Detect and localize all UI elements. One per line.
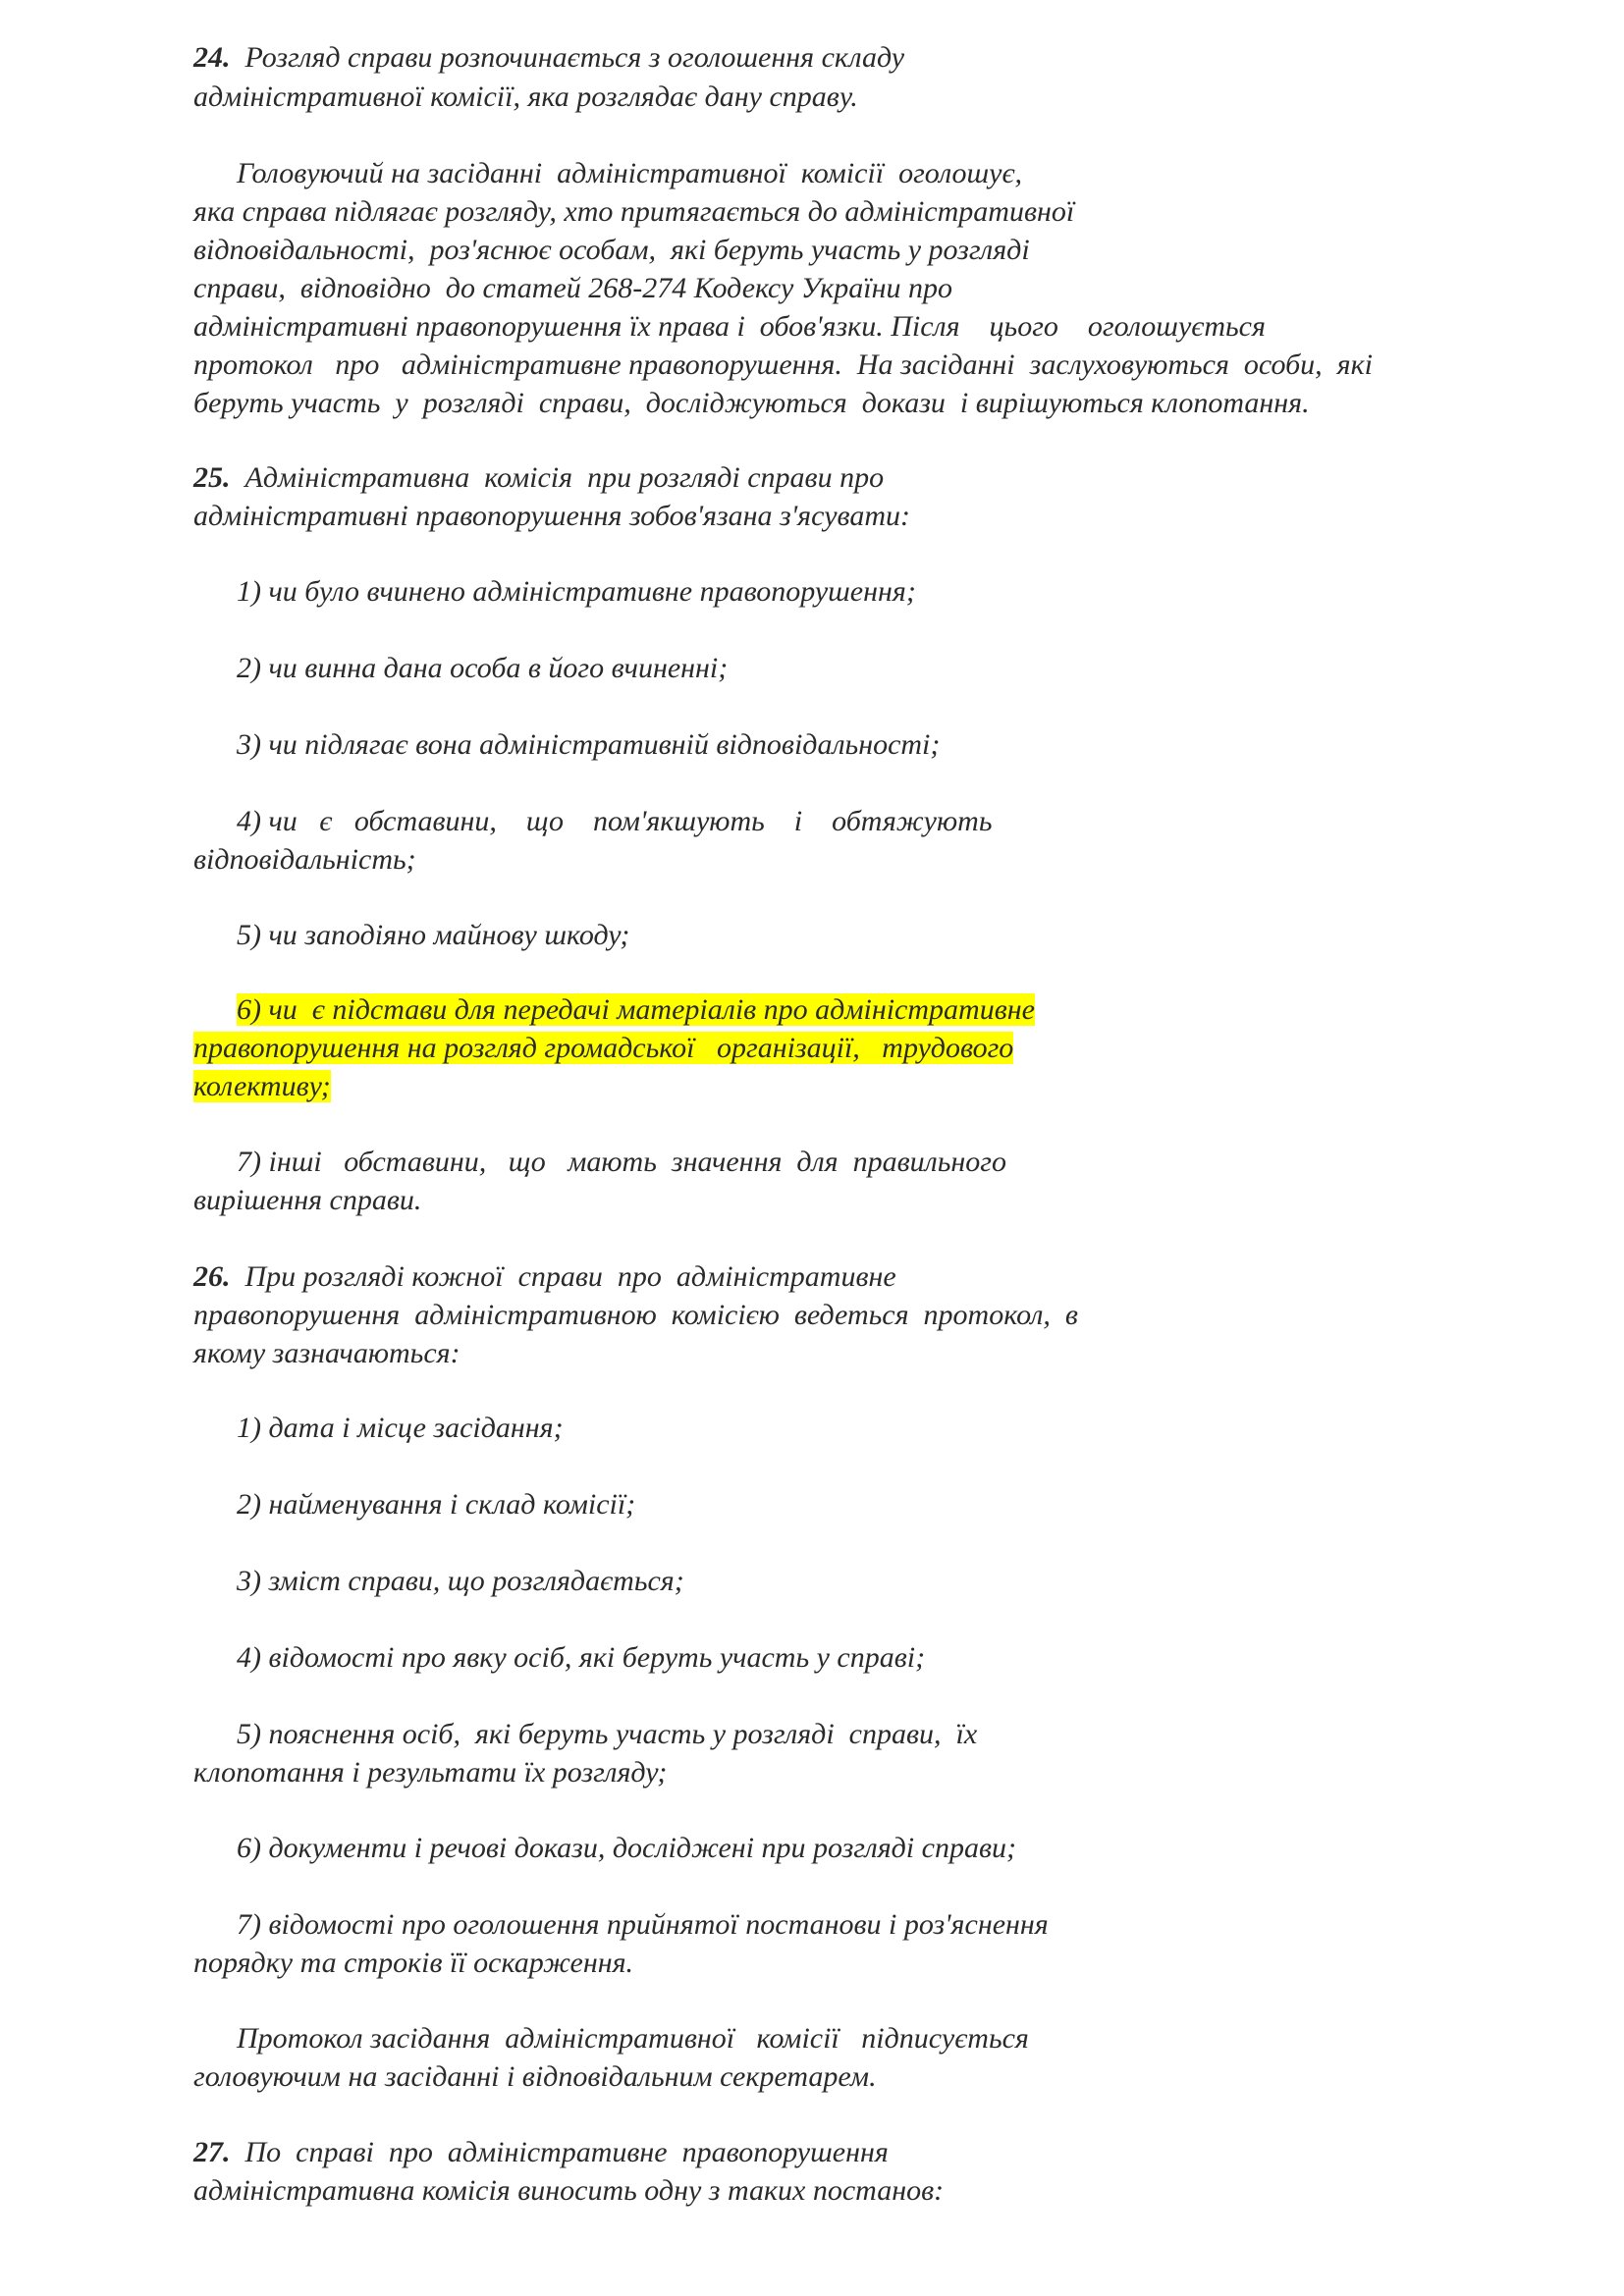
paragraph-line: протокол про адміністративне правопорушення. На засіданні заслуховуються особи, які [193,348,1373,381]
highlighted-text: правопорушення на розгляд громадської організації, трудового [193,1032,1014,1064]
highlighted-list-item [237,991,1035,1029]
list-item: 5) чи заподіяно майнову шкоду; [237,919,630,951]
paragraph-line: адміністративні правопорушення їх права і обов'язки. Після цього оголошується [193,310,1266,343]
list-item: 1) дата і місце засідання; [237,1412,564,1444]
paragraph-line: Протокол засідання адміністративної комісії підписується [237,2022,1029,2055]
list-item: 7) відомості про оголошення прийнятої постанови і роз'яснення [237,1908,1049,1941]
paragraph-line: яка справа підлягає розгляду, хто притягається до адміністративної [193,195,1075,228]
section-27-line-1 [193,2134,889,2171]
list-item-continuation: клопотання і результати їх розгляду; [193,1756,668,1789]
list-item: 4) відомості про явку осіб, які беруть участь у справі; [237,1641,926,1674]
section-number: 27. [193,2136,231,2168]
list-item: 2) чи винна дана особа в його вчиненні; [237,652,729,684]
paragraph-line: відповідальності, роз'яснює особам, які беруть участь у розгляді [193,234,1030,266]
section-number: 26. [193,1260,231,1293]
list-item: 1) чи було вчинено адміністративне правопорушення; [237,575,916,608]
section-number: 24. [193,41,231,74]
list-item-continuation: порядку та строків її оскарження. [193,1947,634,1979]
list-item: 6) документи і речові докази, досліджені при розгляді справи; [237,1832,1016,1864]
list-item: 5) пояснення осіб, які беруть участь у розгляді справи, їх [237,1718,978,1750]
highlighted-text: колективу; [193,1070,331,1102]
section-26-line-3: якому зазначаються: [193,1337,460,1369]
list-item-continuation: відповідальність; [193,843,416,876]
highlighted-text: 6) чи є підстави для передачі матеріалів про адміністративне [237,993,1035,1026]
list-item-continuation: вирішення справи. [193,1184,422,1216]
section-24-line-1 [193,39,904,77]
section-27-line-2: адміністративна комісія виносить одну з таких постанов: [193,2174,945,2207]
paragraph-line: Головуючий на засіданні адміністративної комісії оголошує, [237,157,1023,189]
list-item: 3) зміст справи, що розглядається; [237,1565,684,1597]
section-24-line-2: адміністративної комісії, яка розглядає дану справу. [193,80,858,113]
paragraph-line: головуючим на засіданні і відповідальним секретарем. [193,2060,877,2093]
list-item: 3) чи підлягає вона адміністративній відповідальності; [237,728,941,761]
highlighted-list-item-continuation [193,1030,1013,1067]
section-26-line-1 [193,1258,896,1296]
line-text: Адміністративна комісія при розгляді справи про [230,461,885,494]
list-item: 7) інші обставини, що мають значення для правильного [237,1146,1006,1178]
line-text: При розгляді кожної справи про адміністративне [230,1260,896,1293]
list-item: 4) чи є обставини, що пом'якшують і обтяжують [237,805,993,837]
list-item: 2) найменування і склад комісії; [237,1488,636,1521]
line-text: По справі про адміністративне правопорушення [230,2136,889,2168]
section-number: 25. [193,461,231,494]
section-26-line-2: правопорушення адміністративною комісією ведеться протокол, в [193,1299,1078,1331]
highlighted-list-item-continuation [193,1068,331,1105]
section-25-line-2: адміністративні правопорушення зобов'язана з'ясувати: [193,500,911,532]
line-text: Розгляд справи розпочинається з оголошення складу [230,41,905,74]
paragraph-line: справи, відповідно до статей 268-274 Кодексу України про [193,272,953,304]
paragraph-line: беруть участь у розгляді справи, досліджуються докази і вирішуються клопотання. [193,387,1310,419]
section-25-line-1 [193,459,884,497]
